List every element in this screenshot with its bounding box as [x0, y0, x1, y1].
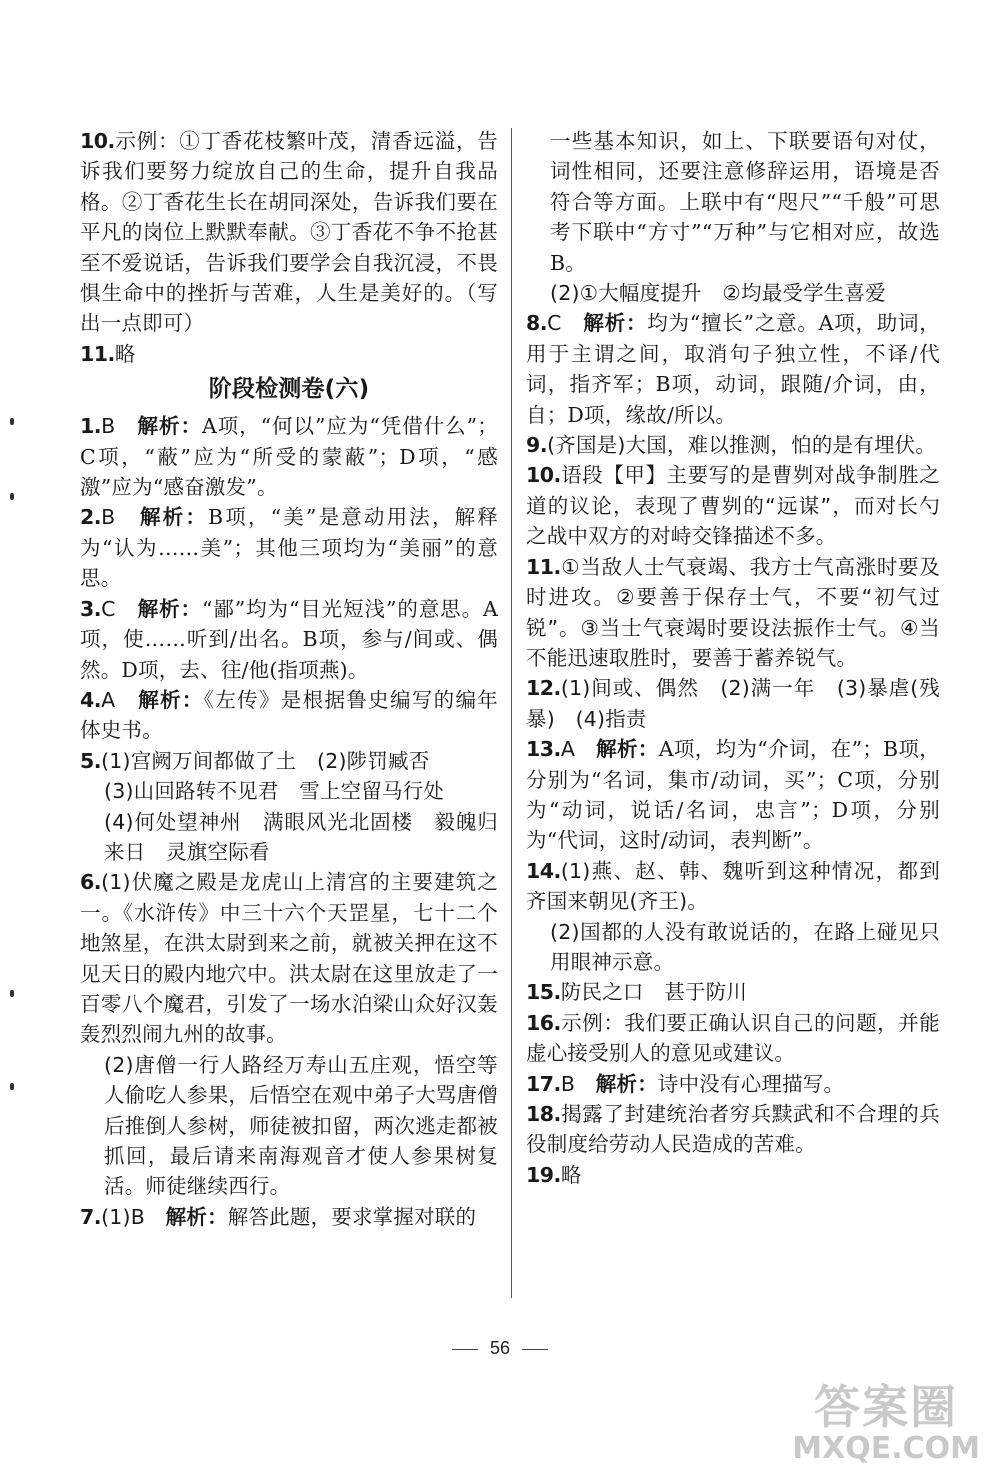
page-number: 56: [489, 1338, 511, 1358]
answer-text: (1)间或、偶然 (2)满一年 (3)暴虐(残暴) (4)指责: [526, 676, 940, 731]
question-1: [80, 411, 498, 502]
question-number: 6.: [80, 870, 102, 895]
question-12: [526, 673, 940, 734]
question-10: [80, 126, 498, 339]
answer-choice: A: [560, 737, 576, 762]
answer-text: 略: [560, 1162, 582, 1187]
right-column: [526, 126, 940, 1190]
question-18: [526, 1099, 940, 1160]
answer-text: 示例：我们要正确认识自己的问题，并能虚心接受别人的意见或建议。: [526, 1010, 940, 1066]
question-14: [526, 856, 940, 978]
analysis-label: 解析：: [138, 687, 204, 712]
answer-choice: C: [101, 596, 116, 621]
answer-line: (1)宫阙万间都做了土 (2)陟罚臧否: [101, 748, 430, 773]
question-number: 7.: [80, 1204, 102, 1229]
analysis-text: 解答此题，要求掌握对联的: [227, 1204, 477, 1229]
page-footer: [0, 1338, 1000, 1359]
question-number: 8.: [526, 311, 548, 336]
analysis-text: A项，均为“介词，在”；B项，分别为“名词，集市/动词，买”；C项，分别为“动词，说话/名词，忠言”；D项，分别为“代词，这时/动词，表判断”。: [526, 737, 940, 853]
watermark: [792, 1381, 980, 1465]
answer-paragraph: (1)伏魔之殿是龙虎山上清宫的主要建筑之一。《水浒传》中三十六个天罡星，七十二个地煞星，在洪太尉到来之前，就被关押在这不见天日的殿内地穴中。洪太尉在这里放走了一百零八个魔君，引发了一场水泊梁山众好汉轰轰烈烈闹九州的故事。: [80, 870, 498, 1047]
question-number: 3.: [80, 596, 102, 621]
answer-line: (4)何处望神州 满眼风光北固楼 毅魄归来日 灵旗空际看: [104, 809, 498, 864]
question-number: 17.: [526, 1071, 561, 1096]
answer-line: (3)山回路转不见君 雪上空留马行处: [104, 779, 445, 804]
question-number: 14.: [526, 858, 561, 883]
question-number: 2.: [80, 505, 102, 530]
footer-dash: [452, 1349, 478, 1350]
scan-speck: [10, 493, 14, 500]
analysis-text: 均为“擅长”之意。A项，助词，用于主谓之间，取消句子独立性，不译/代词，指齐军；B项，动词，跟随/介词，由，自；D项，缘故/所以。: [526, 311, 940, 427]
analysis-label: 解析：: [137, 596, 202, 621]
question-5: [80, 746, 498, 868]
question-number: 1.: [80, 414, 102, 439]
question-7-continued: 一些基本知识，如上、下联要语句对仗，词性相同，还要注意修辞运用，语境是否符合等方面。上联中有“咫尺”“千般”可思考下联中“方寸”“万种”与它相对应，故选B。: [550, 129, 940, 275]
question-number: 18.: [526, 1102, 561, 1126]
answer-text: 揭露了封建统治者穷兵黩武和不合理的兵役制度给劳动人民造成的苦难。: [526, 1102, 940, 1157]
analysis-label: 解析：: [165, 1204, 228, 1229]
answer-choice: B: [101, 505, 116, 530]
question-3: [80, 594, 498, 685]
question-number: 10.: [526, 463, 561, 488]
section-title: 阶段检测卷(六): [208, 376, 370, 403]
analysis-text: “鄙”均为“目光短浅”的意思。A项，使……听到/出名。B项，参与/间或、偶然。D项，去、往/他(指项燕)。: [80, 596, 498, 682]
watermark-logo-text: 答案圈: [814, 1380, 959, 1434]
analysis-text: A项，“何以”应为“凭借什么”；C项，“蔽”应为“所受的蒙蔽”；D项，“感激”应为“感奋激发”。: [80, 414, 498, 500]
answer-text: ①当敌人士气衰竭、我方士气高涨时要及时进攻。②要善于保存士气，不要“初气过锐”。③当士气衰竭时要设法振作士气。④当不能迅速取胜时，要善于蓄养锐气。: [526, 554, 940, 670]
question-16: [526, 1008, 940, 1069]
question-number: 10.: [80, 129, 115, 153]
analysis-label: 解析：: [139, 505, 209, 530]
question-7-part-2: (2)①大幅度提升 ②均最受学生喜爱: [550, 281, 886, 306]
question-number: 13.: [526, 737, 561, 762]
analysis-label: 解析：: [583, 311, 648, 336]
question-number: 19.: [526, 1162, 561, 1187]
question-11-right: [526, 552, 940, 674]
analysis-text: 诗中没有心理描写。: [657, 1071, 845, 1096]
answer-text: 防民之口 甚于防川: [560, 980, 748, 1005]
question-4: [80, 685, 498, 746]
answer-choice: A: [101, 687, 116, 712]
question-number: 11.: [80, 341, 115, 366]
answer-text: 略: [114, 341, 136, 366]
scan-speck: [10, 1083, 14, 1090]
answer-choice: (1)B: [101, 1204, 145, 1229]
question-15: [526, 977, 940, 1007]
analysis-text: 《左传》是根据鲁史编写的编年体史书。: [80, 687, 498, 743]
question-11: [80, 339, 498, 369]
question-number: 4.: [80, 687, 102, 712]
question-13: [526, 734, 940, 856]
question-19: [526, 1160, 940, 1190]
answer-text: 示例：①丁香花枝繁叶茂，清香远溢，告诉我们要努力绽放自己的生命，提升自我品格。②丁香花生长在胡同深处，告诉我们要在平凡的岗位上默默奉献。③丁香花不争不抢甚至不爱说话，告诉我们要学会自我沉浸，不畏惧生命中的挫折与苦难，人生是美好的。（写出一点即可）: [80, 129, 498, 336]
analysis-text: B项，“美”是意动用法，解释为“认为……美”；其他三项均为“美丽”的意思。: [80, 505, 499, 591]
scan-speck: [10, 418, 14, 425]
question-10-right: [526, 460, 940, 551]
left-column: [80, 126, 498, 1232]
question-9: [526, 430, 940, 460]
question-17: [526, 1069, 940, 1099]
analysis-label: 解析：: [595, 1071, 658, 1096]
question-number: 15.: [526, 980, 561, 1005]
question-7: [80, 1202, 498, 1232]
answer-choice: C: [547, 311, 562, 336]
answer-text: (齐国是)大国，难以推测，怕的是有埋伏。: [547, 433, 937, 458]
question-number: 11.: [526, 554, 561, 579]
question-2: [80, 502, 498, 593]
question-number: 16.: [526, 1010, 561, 1035]
question-number: 5.: [80, 748, 102, 773]
footer-dash: [522, 1349, 548, 1350]
question-8: [526, 308, 940, 430]
answer-paragraph: (2)唐僧一行人路经万寿山五庄观，悟空等人偷吃人参果，后悟空在观中弟子大骂唐僧后推倒人参树，师徒被扣留，两次逃走都被抓回，最后请来南海观音才使人参果树复活。师徒继续西行。: [104, 1052, 498, 1199]
answer-choice: B: [101, 414, 116, 439]
answer-paragraph: (1)燕、赵、韩、魏听到这种情况，都到齐国来朝见(齐王)。: [526, 858, 940, 914]
answer-paragraph: (2)国都的人没有敢说话的，在路上碰见只用眼神示意。: [550, 919, 940, 974]
answer-text: 语段【甲】主要写的是曹刿对战争制胜之道的议论，表现了曹刿的“远谋”，而对长勺之战中双方的对峙交锋描述不多。: [526, 463, 940, 549]
column-divider: [511, 128, 512, 1298]
question-number: 12.: [526, 676, 561, 701]
analysis-label: 解析：: [137, 414, 202, 439]
scan-speck: [10, 990, 14, 997]
question-6: [80, 867, 498, 1201]
watermark-url: MXQE.COM: [792, 1431, 980, 1466]
analysis-label: 解析：: [596, 737, 659, 762]
answer-choice: B: [560, 1071, 576, 1096]
question-number: 9.: [526, 433, 548, 458]
